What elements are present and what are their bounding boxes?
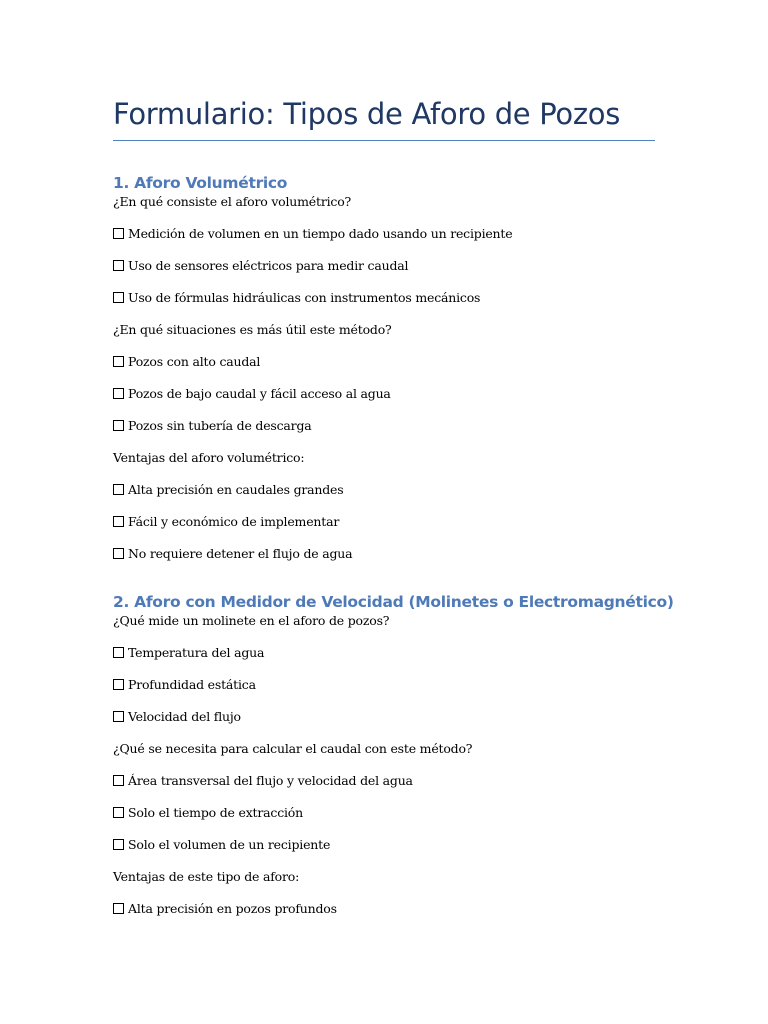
checkbox-option[interactable] <box>113 290 655 306</box>
checkbox-icon[interactable] <box>113 807 124 818</box>
option-label: Área transversal del flujo y velocidad del agua <box>128 773 413 788</box>
section-heading: 1. Aforo Volumétrico <box>113 174 288 192</box>
document-title: Formulario: Tipos de Aforo de Pozos <box>113 97 621 131</box>
checkbox-option[interactable] <box>113 226 655 242</box>
section-lines <box>113 613 655 917</box>
checkbox-icon[interactable] <box>113 292 124 303</box>
checkbox-icon[interactable] <box>113 679 124 690</box>
option-label: Temperatura del agua <box>128 645 265 660</box>
option-label: No requiere detener el flujo de agua <box>128 546 353 561</box>
checkbox-option[interactable] <box>113 645 655 661</box>
option-label: Alta precisión en caudales grandes <box>128 482 344 497</box>
checkbox-option[interactable] <box>113 837 655 853</box>
checkbox-option[interactable] <box>113 354 655 370</box>
checkbox-option[interactable] <box>113 773 655 789</box>
title-divider <box>113 140 655 141</box>
question-text: ¿Qué se necesita para calcular el caudal con este método? <box>113 741 473 756</box>
option-label: Pozos de bajo caudal y fácil acceso al agua <box>128 386 391 401</box>
checkbox-icon[interactable] <box>113 388 124 399</box>
option-label: Profundidad estática <box>128 677 256 692</box>
checkbox-icon[interactable] <box>113 484 124 495</box>
question-text: Ventajas de este tipo de aforo: <box>113 869 300 884</box>
checkbox-icon[interactable] <box>113 548 124 559</box>
checkbox-icon[interactable] <box>113 903 124 914</box>
option-label: Solo el volumen de un recipiente <box>128 837 331 852</box>
checkbox-icon[interactable] <box>113 228 124 239</box>
option-label: Pozos con alto caudal <box>128 354 261 369</box>
checkbox-icon[interactable] <box>113 420 124 431</box>
checkbox-option[interactable] <box>113 901 655 917</box>
section-aforo-medidor-velocidad <box>113 591 674 917</box>
section-heading: 2. Aforo con Medidor de Velocidad (Molinetes o Electromagnético) <box>113 593 674 611</box>
checkbox-option[interactable] <box>113 258 655 274</box>
checkbox-option[interactable] <box>113 514 655 530</box>
checkbox-icon[interactable] <box>113 260 124 271</box>
section-lines <box>113 194 655 562</box>
checkbox-option[interactable] <box>113 546 655 562</box>
option-label: Alta precisión en pozos profundos <box>128 901 337 916</box>
option-label: Fácil y económico de implementar <box>128 514 340 529</box>
document-page <box>113 96 674 933</box>
checkbox-icon[interactable] <box>113 711 124 722</box>
checkbox-option[interactable] <box>113 677 655 693</box>
checkbox-icon[interactable] <box>113 647 124 658</box>
checkbox-option[interactable] <box>113 805 655 821</box>
option-label: Uso de sensores eléctricos para medir caudal <box>128 258 409 273</box>
option-label: Medición de volumen en un tiempo dado usando un recipiente <box>128 226 513 241</box>
checkbox-option[interactable] <box>113 386 655 402</box>
question-text: Ventajas del aforo volumétrico: <box>113 450 305 465</box>
question-text: ¿En qué consiste el aforo volumétrico? <box>113 194 352 209</box>
option-label: Solo el tiempo de extracción <box>128 805 303 820</box>
question-text: ¿Qué mide un molinete en el aforo de pozos? <box>113 613 390 628</box>
checkbox-option[interactable] <box>113 418 655 434</box>
option-label: Pozos sin tubería de descarga <box>128 418 312 433</box>
section-aforo-volumetrico <box>113 172 655 562</box>
checkbox-icon[interactable] <box>113 516 124 527</box>
checkbox-icon[interactable] <box>113 839 124 850</box>
option-label: Velocidad del flujo <box>128 709 241 724</box>
question-text: ¿En qué situaciones es más útil este método? <box>113 322 392 337</box>
option-label: Uso de fórmulas hidráulicas con instrumentos mecánicos <box>128 290 481 305</box>
checkbox-option[interactable] <box>113 482 655 498</box>
checkbox-icon[interactable] <box>113 775 124 786</box>
checkbox-icon[interactable] <box>113 356 124 367</box>
checkbox-option[interactable] <box>113 709 655 725</box>
